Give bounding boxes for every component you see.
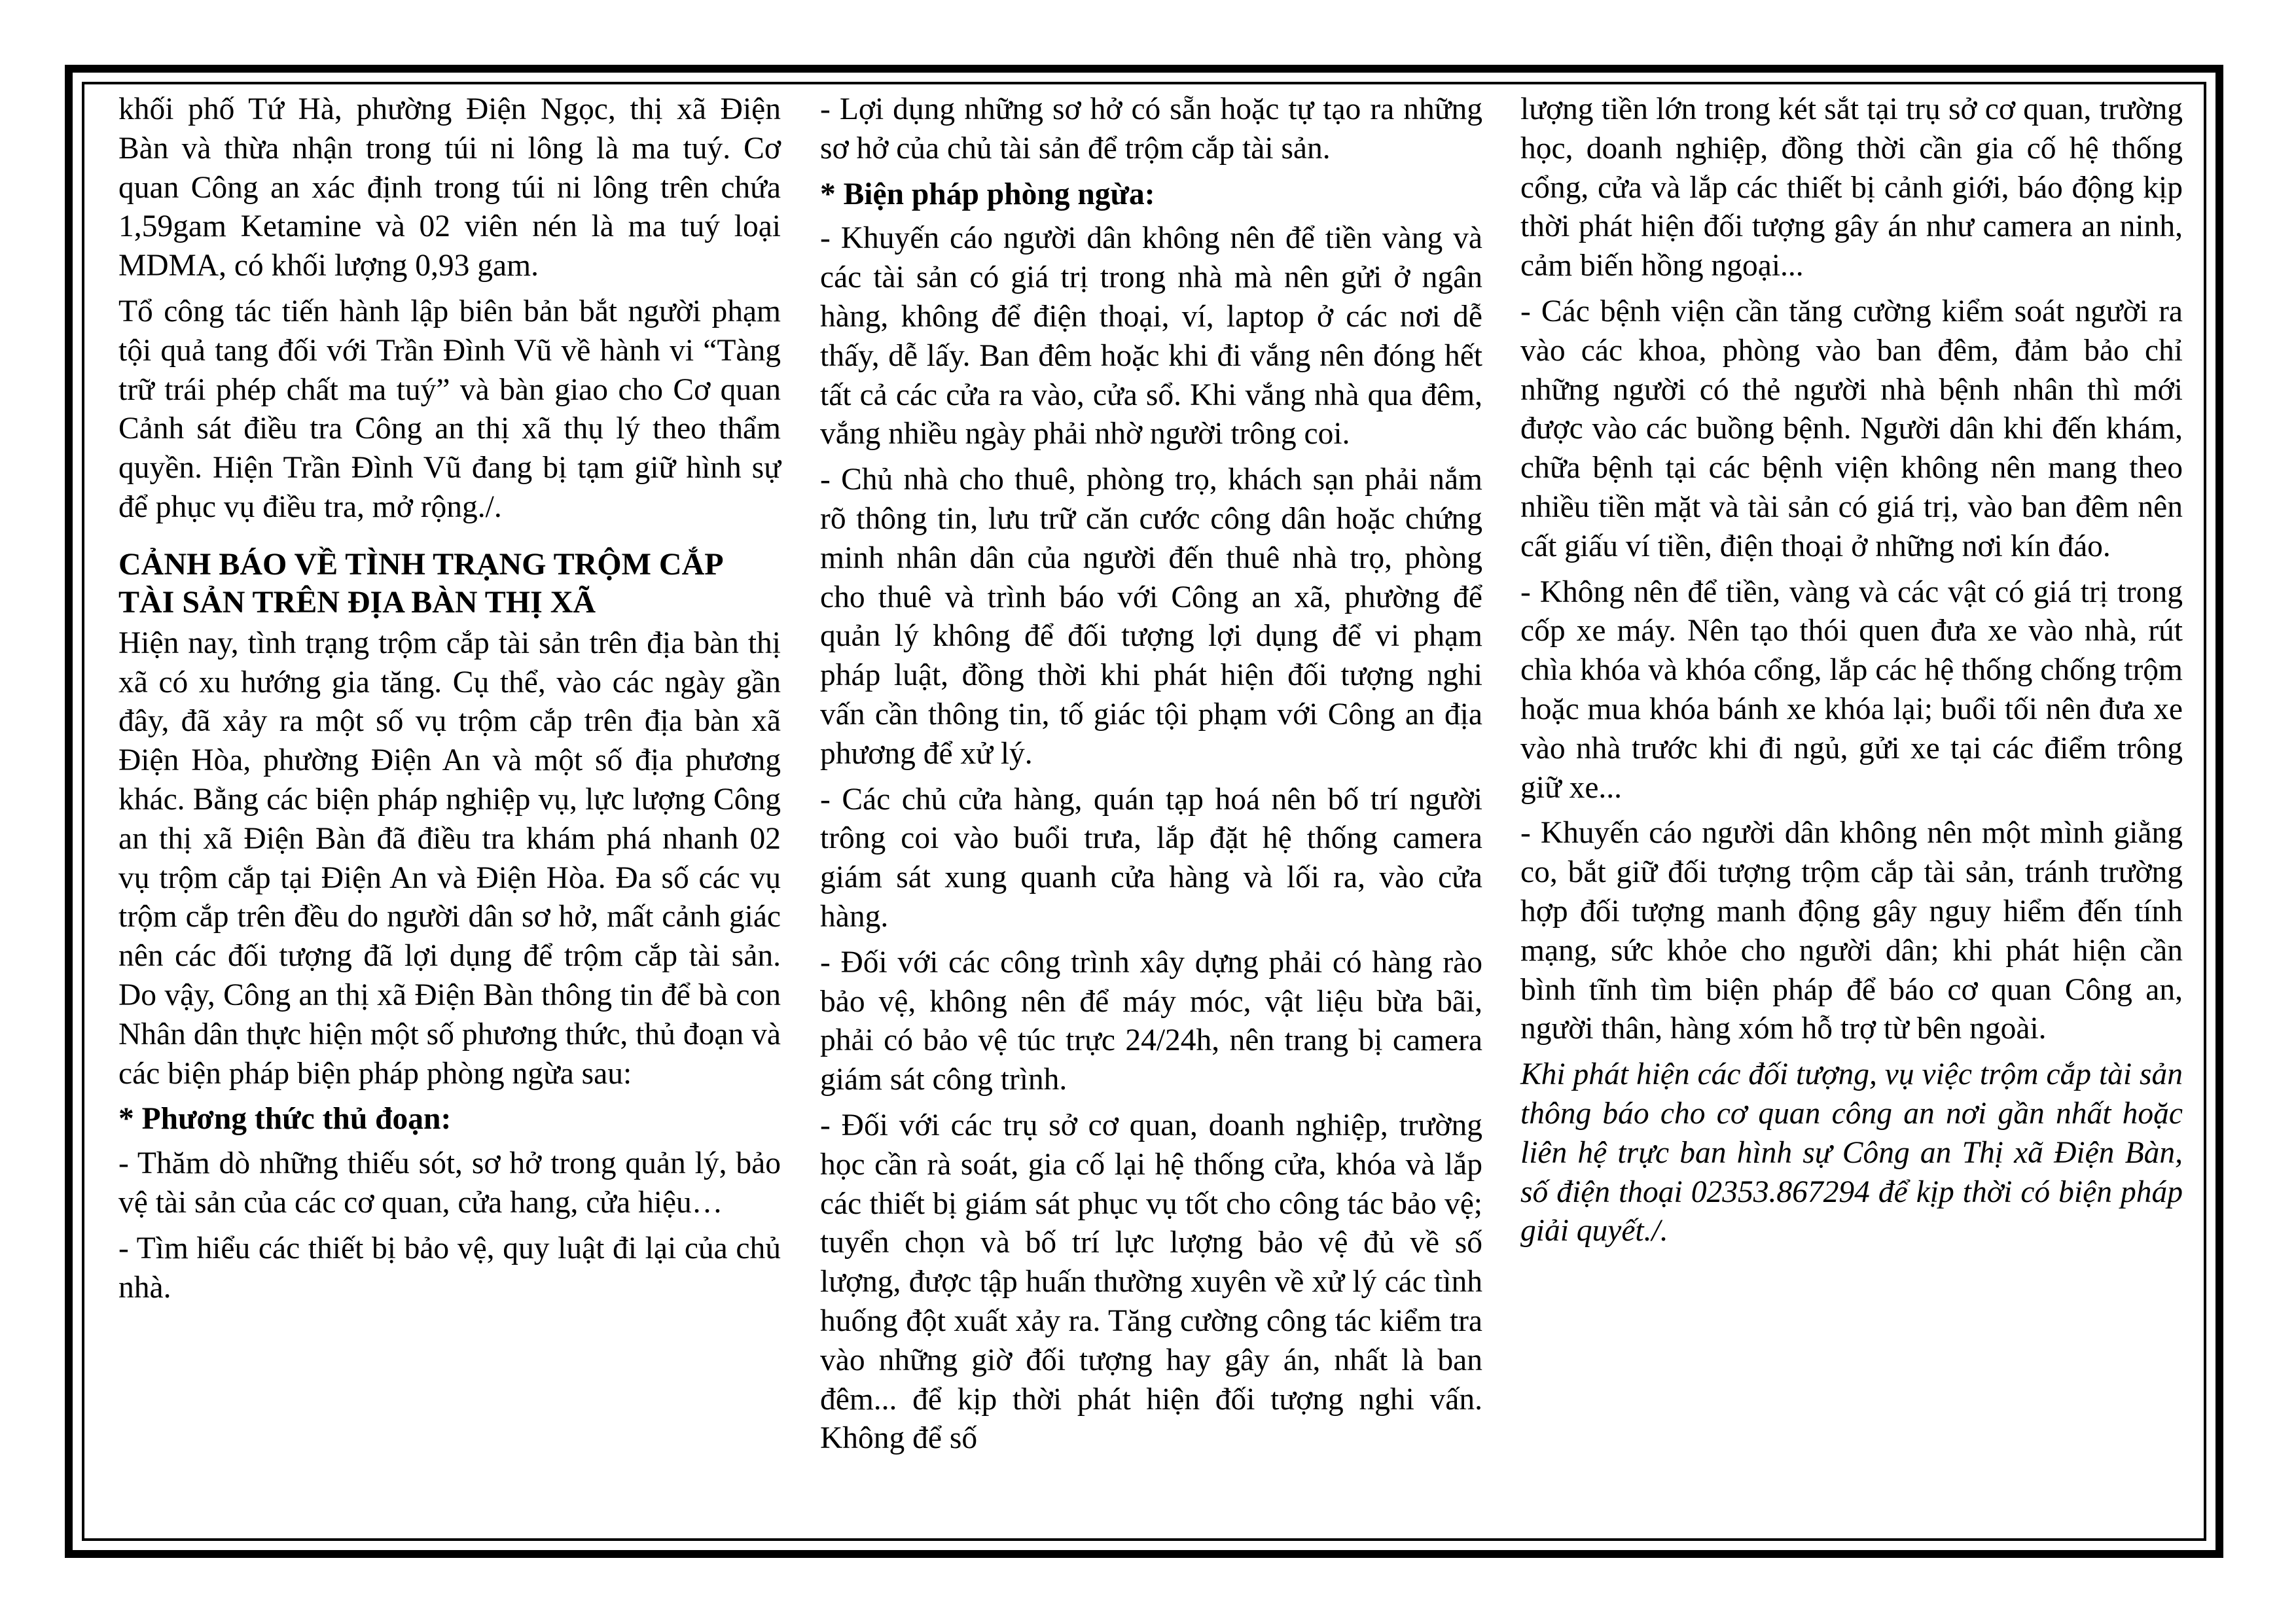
column-middle [820, 90, 1482, 1465]
column-right [1520, 90, 2183, 1258]
subheading-methods: * Phương thức thủ đoạn: [118, 1102, 452, 1137]
closing-note-contact: Khi phát hiện các đối tượng, vụ việc trộm cắp tài sản thông báo cho cơ quan công an nơi gần nhất hoặc liên hệ trực ban hình sự Công an Thị xã Điện Bàn, số điện thoại 02353.867294 để kịp thời có biện pháp giải quyết./. [1520, 1057, 2183, 1248]
list-item-prevention-8: - Khuyến cáo người dân không nên một mình giằng co, bắt giữ đối tượng trộm cắp tài sản, tránh trường hợp đối tượng manh động gây nguy hiểm đến tính mạng, sức khỏe cho người dân; khi phát hiện cần bình tĩnh tìm biện pháp để báo cơ quan Công an, người thân, hàng xóm hỗ trợ từ bên ngoài. [1520, 816, 2183, 1046]
paragraph-drug-case-detail: khối phố Tứ Hà, phường Điện Ngọc, thị xã Điện Bàn và thừa nhận trong túi ni lông là ma tuý. Cơ quan Công an xác định trong túi ni lông trên chứa 1,59gam Ketamine và 02 viên nén là ma tuý loại MDMA, có khối lượng 0,93 gam. [118, 92, 781, 283]
list-item-prevention-5-continued: lượng tiền lớn trong két sắt tại trụ sở cơ quan, trường học, doanh nghiệp, đồng thời cần gia cố hệ thống cổng, cửa và lắp các thiết bị cảnh giới, báo động kịp thời phát hiện đối tượng gây án như camera an ninh, cảm biến hồng ngoại... [1520, 92, 2183, 283]
list-item-prevention-7: - Không nên để tiền, vàng và các vật có giá trị trong cốp xe máy. Nên tạo thói quen đưa xe vào nhà, rút chìa khóa và khóa cổng, lắp các hệ thống chống trộm hoặc mua khóa bánh xe khóa lại; buổi tối nên đưa xe vào nhà trước khi đi ngủ, gửi xe tại các điểm trông giữ xe... [1520, 574, 2183, 805]
paragraph-theft-situation: Hiện nay, tình trạng trộm cắp tài sản trên địa bàn thị xã có xu hướng gia tăng. Cụ thể, vào các ngày gần đây, đã xảy ra một số vụ trộm cắp trên địa bàn xã Điện Hòa, phường Điện An và một số địa phương khác. Bằng các biện pháp nghiệp vụ, lực lượng Công an thị xã Điện Bàn đã điều tra khám phá nhanh 02 vụ trộm cắp tại Điện An và Điện Hòa. Đa số các vụ trộm cắp trên đều do người dân sơ hở, mất cảnh giác nên các đối tượng đã lợi dụng để trộm cắp tài sản. Do vậy, Công an thị xã Điện Bàn thông tin để bà con Nhân dân thực hiện một số phương thức, thủ đoạn và các biện pháp biện pháp phòng ngừa sau: [118, 626, 781, 1091]
list-item-prevention-3: - Các chủ cửa hàng, quán tạp hoá nên bố trí người trông coi vào buổi trưa, lắp đặt hệ thống camera giám sát xung quanh cửa hàng và lối ra, vào cửa hàng. [820, 782, 1482, 934]
list-item-prevention-4: - Đối với các công trình xây dựng phải có hàng rào bảo vệ, không nên để máy móc, vật liệu bừa bãi, phải có bảo vệ túc trực 24/24h, nên trang bị camera giám sát công trình. [820, 945, 1482, 1097]
list-item-method-2: - Tìm hiểu các thiết bị bảo vệ, quy luật đi lại của chủ nhà. [118, 1231, 781, 1305]
list-item-method-3: - Lợi dụng những sơ hở có sẵn hoặc tự tạo ra những sơ hở của chủ tài sản để trộm cắp tài sản. [820, 92, 1482, 166]
list-item-prevention-1: - Khuyến cáo người dân không nên để tiền vàng và các tài sản có giá trị trong nhà mà nên gửi ở ngân hàng, không để điện thoại, ví, laptop ở các nơi dễ thấy, dễ lấy. Ban đêm hoặc khi đi vắng nên đóng hết tất cả các cửa ra vào, cửa sổ. Khi vắng nhà qua đêm, vắng nhiều ngày phải nhờ người trông coi. [820, 221, 1482, 451]
article-heading-theft-warning: CẢNH BÁO VỀ TÌNH TRẠNG TRỘM CẮP TÀI SẢN TRÊN ĐỊA BÀN THỊ XÃ [118, 546, 722, 620]
subheading-prevention: * Biện pháp phòng ngừa: [820, 177, 1155, 211]
list-item-prevention-6: - Các bệnh viện cần tăng cường kiểm soát người ra vào các khoa, phòng vào ban đêm, đảm bảo chỉ những người có thẻ người nhà bệnh nhân thì mới được vào các buồng bệnh. Người dân khi đến khám, chữa bệnh tại các bệnh viện không nên mang theo nhiều tiền mặt và tài sản có giá trị, vào ban đêm nên cất giấu ví tiền, điện thoại ở những nơi kín đáo. [1520, 294, 2183, 563]
paragraph-drug-case-custody: Tổ công tác tiến hành lập biên bản bắt người phạm tội quả tang đối với Trần Đình Vũ về hành vi “Tàng trữ trái phép chất ma tuý” và bàn giao cho Cơ quan Cảnh sát điều tra Công an thị xã thụ lý theo thẩm quyền. Hiện Trần Đình Vũ đang bị tạm giữ hình sự để phục vụ điều tra, mở rộng./. [118, 294, 781, 524]
list-item-prevention-2: - Chủ nhà cho thuê, phòng trọ, khách sạn phải nắm rõ thông tin, lưu trữ căn cước công dân hoặc chứng minh nhân dân của người đến thuê nhà trọ, phòng cho thuê và trình báo với Công an xã, phường để quản lý không để đối tượng lợi dụng để vi phạm pháp luật, đồng thời khi phát hiện đối tượng nghi vấn cần thông tin, tố giác tội phạm với Công an địa phương để xử lý. [820, 463, 1482, 771]
column-left [118, 90, 781, 1314]
list-item-prevention-5: - Đối với các trụ sở cơ quan, doanh nghiệp, trường học cần rà soát, gia cố lại hệ thống cửa, khóa và lắp các thiết bị giám sát phục vụ tốt cho công tác bảo vệ; tuyển chọn và bố trí lực lượng bảo vệ đủ về số lượng, được tập huấn thường xuyên về xử lý các tình huống đột xuất xảy ra. Tăng cường công tác kiểm tra vào những giờ đối tượng hay gây án, nhất là ban đêm... để kịp thời phát hiện đối tượng nghi vấn. Không để số [820, 1108, 1482, 1456]
list-item-method-1: - Thăm dò những thiếu sót, sơ hở trong quản lý, bảo vệ tài sản của các cơ quan, cửa hang, cửa hiệu… [118, 1146, 781, 1220]
